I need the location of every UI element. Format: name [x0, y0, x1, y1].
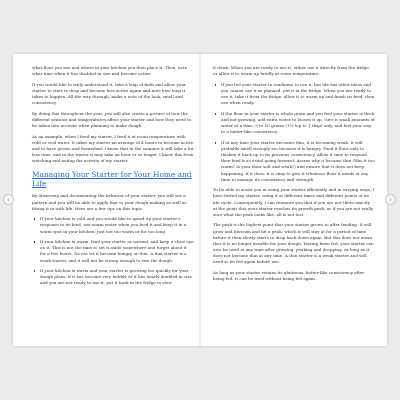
- list-item: If your kitchen is warm and your starter is growing too quickly for your dough plans, if it has become very bubbly or it has nearly doubled in size and you are not ready to use it, put it back in the fridge to slow: [32, 268, 194, 286]
- paragraph: The peak is the highest point that your starter grows to after feeding. It will grow and blossom and hit a peak, which it will stay at for a period of time before it then slowly starts to drop back down again. But this does not mean that it is no longer useable for your dough. Having been fed, your starter can now be used at any time after growing, peaking and dropping, as long as it does not become thin at any time. A thin starter is a weak starter and will need to be fed again before use.: [213, 222, 374, 265]
- chevron-left-icon: ‹: [6, 194, 11, 204]
- paragraph: As an example, when I feed my starter, I feed it at room temperature with cold or cool water. It takes my starter an average of 4 hours to become active and to have grown and flourished. I know that in the summer it will take a bit less time, and in the winter it may take an hour or so longer. I know this from watching and noting the activity of my starter.: [32, 133, 194, 164]
- left-page: [32, 65, 194, 291]
- list-item: If your kitchen is cold and you would like to speed up your starter's response to its feed, use warm water when you feed it and keep it in a warm spot in your kitchen, just not too warm or for too long.: [32, 216, 194, 234]
- paragraph: what flour you use and where in your kitchen you then place it. Then, note what time when it has doubled in size and become active.: [32, 65, 188, 77]
- next-page-button[interactable]: [385, 194, 396, 205]
- list-item: If the flour in your starter is whole grain and you feel your starter is thick and not growing, add extra water to loosen it up. Give it small amounts of water at a time, 5 to 10 grams (1½ tsp to 1 tbsp) only, and feel your way to a batter-like consistency.: [213, 111, 375, 136]
- section-heading: Managing Your Starter for Your Home and Life: [32, 170, 192, 189]
- list-item: If your kitchen is warm, feed your starter as normal, and keep a close eye on it. This is not the time to set it aside somewhere and forget about it for a few hours. Do not let it become hungry or thin. A thin starter is a weak starter, and it will not be strong enough to rise the dough.: [32, 239, 194, 264]
- right-page: [213, 65, 375, 287]
- list-item: If you fed your starter in readiness to use it, but life has other ideas and you cannot use it as planned, put it in the fridge. When you are ready to use it, take it from the fridge, allow it to warm up and finish its feed, then use when ready.: [213, 82, 375, 107]
- paragraph: To be able to assist you in using your starter efficiently and in varying ways, I have tested my starter, using it at different times and different points of its life cycle. Consequently, I can reassure you that if you are not there exactly at the point that your starter reaches its growth peak, or if you are not really sure what the peak looks like, all is not lost.: [213, 187, 375, 217]
- book-spread: [13, 54, 387, 346]
- paragraph: By observing and documenting the behavior of your starter, you will see a pattern and you will be able to apply that to your dough making as well as fitting it in with life. Here are a few tips on this topic:: [32, 193, 187, 211]
- paragraph: As long as your starter retains its glutinous, batter-like consistency after being fed, it can be used without being fed again.: [213, 269, 365, 282]
- chevron-right-icon: ›: [388, 194, 393, 204]
- page-gutter: [199, 54, 201, 346]
- paragraph: If you would like to truly understand it, take a leap of faith and allow your starter to start to drop and become less active again and note how long it takes to happen. All the way through, make a note of the look, smell and consistency.: [32, 81, 186, 106]
- previous-page-button[interactable]: [3, 194, 14, 205]
- list-item: If at any time your starter becomes thin, it is becoming weak. It will probably smell strongly too because it is hungry. Feed it flour only to thicken it back up to its previous consistency. Allow it time to respond, then feed it as usual going forward. Assess why it became thin (Was it too warm? Is your flour soft and weak?) and ensure that it does not keep happening. If it does, it is okay to give it whatever flour it needs at any time to manage its consistency and strength.: [213, 140, 375, 183]
- tips-list: [32, 216, 194, 286]
- tips-list: [213, 82, 375, 183]
- paragraph: By doing this throughout the year, you will also create a picture of how the different seasons and temperatures affect your starter and how they need to be taken into account when planning to make dough.: [32, 110, 192, 129]
- paragraph: it down. When you are ready to use it, either use it directly from the fridge, or allow it to warm up briefly at room temperature.: [213, 65, 371, 77]
